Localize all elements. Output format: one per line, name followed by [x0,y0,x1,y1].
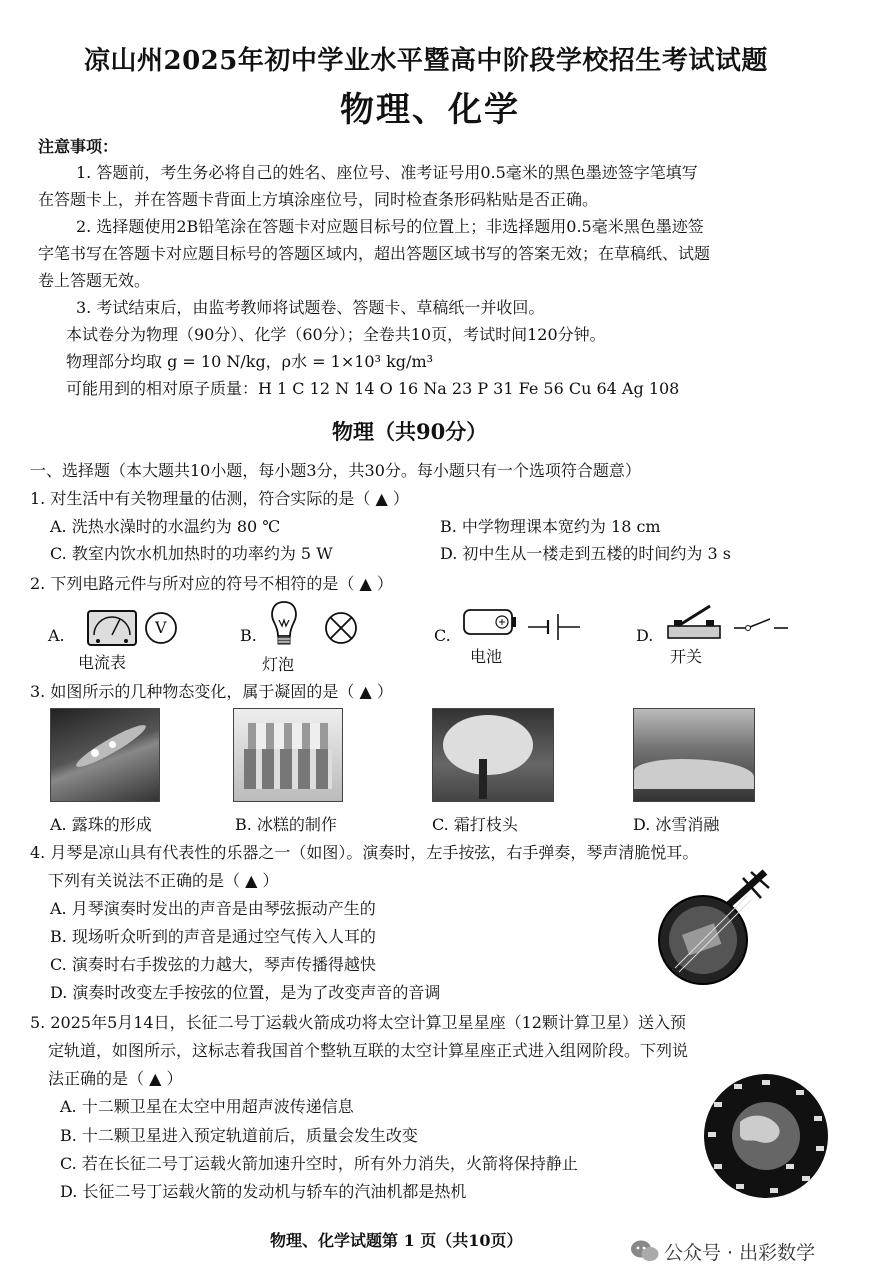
notice-line-6: 3. 考试结束后，由监考教师将试题卷、答题卡、草稿纸一并收回。 [76,298,545,317]
q1-option-b: B. 中学物理课本宽约为 18 cm [440,517,661,536]
exam-subtitle: 物理、化学 [340,90,520,130]
section-title: 物理（共90分） [332,419,488,444]
q5-stem-3: 法正确的是（ ▲ ） [48,1069,183,1088]
q3-option-a: A. 露珠的形成 [50,815,152,834]
q4-option-b: B. 现场听众听到的声音是通过空气传入人耳的 [50,927,376,946]
yueqin-instrument-icon [655,868,775,990]
watermark-text: 公众号 · 出彩数学 [664,1242,816,1264]
q4-option-a: A. 月琴演奏时发出的声音是由琴弦振动产生的 [50,899,376,918]
wechat-icon [630,1238,660,1264]
q2-stem: 2. 下列电路元件与所对应的符号不相符的是（ ▲ ） [30,574,393,593]
q5-option-c: C. 若在长征二号丁运载火箭加速升空时，所有外力消失，火箭将保持静止 [60,1154,578,1173]
lamp-symbol-icon [324,611,358,645]
satellite-constellation-icon [700,1072,834,1202]
switch-symbol-icon [734,616,790,636]
notice-line-7: 本试卷分为物理（90分）、化学（60分）；全卷共10页，考试时间120分钟。 [66,325,606,344]
q4-option-c: C. 演奏时右手拨弦的力越大，琴声传播得越快 [50,955,376,974]
q5-option-b: B. 十二颗卫星进入预定轨道前后，质量会发生改变 [60,1126,418,1145]
battery-icon [462,606,518,640]
q5-option-a: A. 十二颗卫星在太空中用超声波传递信息 [60,1097,354,1116]
q3-option-c: C. 霜打枝头 [432,815,518,834]
battery-symbol-icon [528,612,584,642]
q2-option-a-letter: A. [48,626,65,645]
page-footer: 物理、化学试题第 1 页（共10页） [270,1231,523,1250]
q4-stem-1: 4. 月琴是凉山具有代表性的乐器之一（如图）。演奏时，左手按弦，右手弹奏，琴声清脆悦耳。 [30,843,699,862]
q1-option-c: C. 教室内饮水机加热时的功率约为 5 W [50,544,333,563]
q3-option-b: B. 冰糕的制作 [235,815,337,834]
light-bulb-icon [266,598,302,650]
q3-option-d: D. 冰雪消融 [633,815,720,834]
dew-photo [50,708,160,802]
q2-option-a-caption: 电流表 [78,653,127,672]
notice-line-3: 2. 选择题使用2B铅笔涂在答题卡对应题目标号的位置上；非选择题用0.5毫米黑色墨迹签 [76,217,704,236]
notice-line-8: 物理部分均取 g = 10 N/kg，ρ水 = 1×10³ kg/m³ [66,352,434,371]
notice-line-5: 卷上答题无效。 [38,271,151,290]
q2-option-d-letter: D. [636,626,654,645]
q3-stem: 3. 如图所示的几种物态变化，属于凝固的是（ ▲ ） [30,682,393,701]
knife-switch-icon [664,600,724,642]
exam-title: 凉山州2025年初中学业水平暨高中阶段学校招生考试试题 [84,46,768,76]
ice-pop-photo [233,708,343,802]
notice-heading: 注意事项： [38,137,119,156]
q1-stem: 1. 对生活中有关物理量的估测，符合实际的是（ ▲ ） [30,489,409,508]
q5-option-d: D. 长征二号丁运载火箭的发动机与轿车的汽油机都是热机 [60,1182,467,1201]
q1-option-a: A. 洗热水澡时的水温约为 80 ℃ [50,517,281,536]
q5-stem-1: 5. 2025年5月14日，长征二号丁运载火箭成功将太空计算卫星星座（12颗计算卫星）送入预 [30,1013,686,1032]
q2-option-d-caption: 开关 [670,647,703,666]
q2-option-b-caption: 灯泡 [262,655,295,674]
notice-line-9: 可能用到的相对原子质量：H 1 C 12 N 14 O 16 Na 23 P 31 Fe 56 Cu 64 Ag 108 [66,379,680,398]
q2-option-a-symbol: V [155,618,167,637]
notice-line-2: 在答题卡上，并在答题卡背面上方填涂座位号，同时检查条形码粘贴是否正确。 [38,190,599,209]
q2-option-c-caption: 电池 [470,647,503,666]
q4-option-d: D. 演奏时改变左手按弦的位置，是为了改变声音的音调 [50,983,441,1002]
ammeter-icon [84,603,140,649]
q4-stem-2: 下列有关说法不正确的是（ ▲ ） [48,871,279,890]
snow-melt-photo [633,708,755,802]
notice-line-4: 字笔书写在答题卡对应题目标号的答题区域内，超出答题区域书写的答案无效；在草稿纸、试题 [38,244,711,263]
q2-option-b-letter: B. [240,626,257,645]
q5-stem-2: 定轨道，如图所示，这标志着我国首个整轨互联的太空计算星座正式进入组网阶段。下列说 [48,1041,689,1060]
notice-line-1: 1. 答题前，考生务必将自己的姓名、座位号、准考证号用0.5毫米的黑色墨迹签字笔填写 [76,163,698,182]
q2-option-c-letter: C. [434,626,451,645]
frost-tree-photo [432,708,554,802]
q1-option-d: D. 初中生从一楼走到五楼的时间约为 3 s [440,544,731,563]
section-part: 一、选择题（本大题共10小题，每小题3分，共30分。每小题只有一个选项符合题意） [30,461,641,480]
